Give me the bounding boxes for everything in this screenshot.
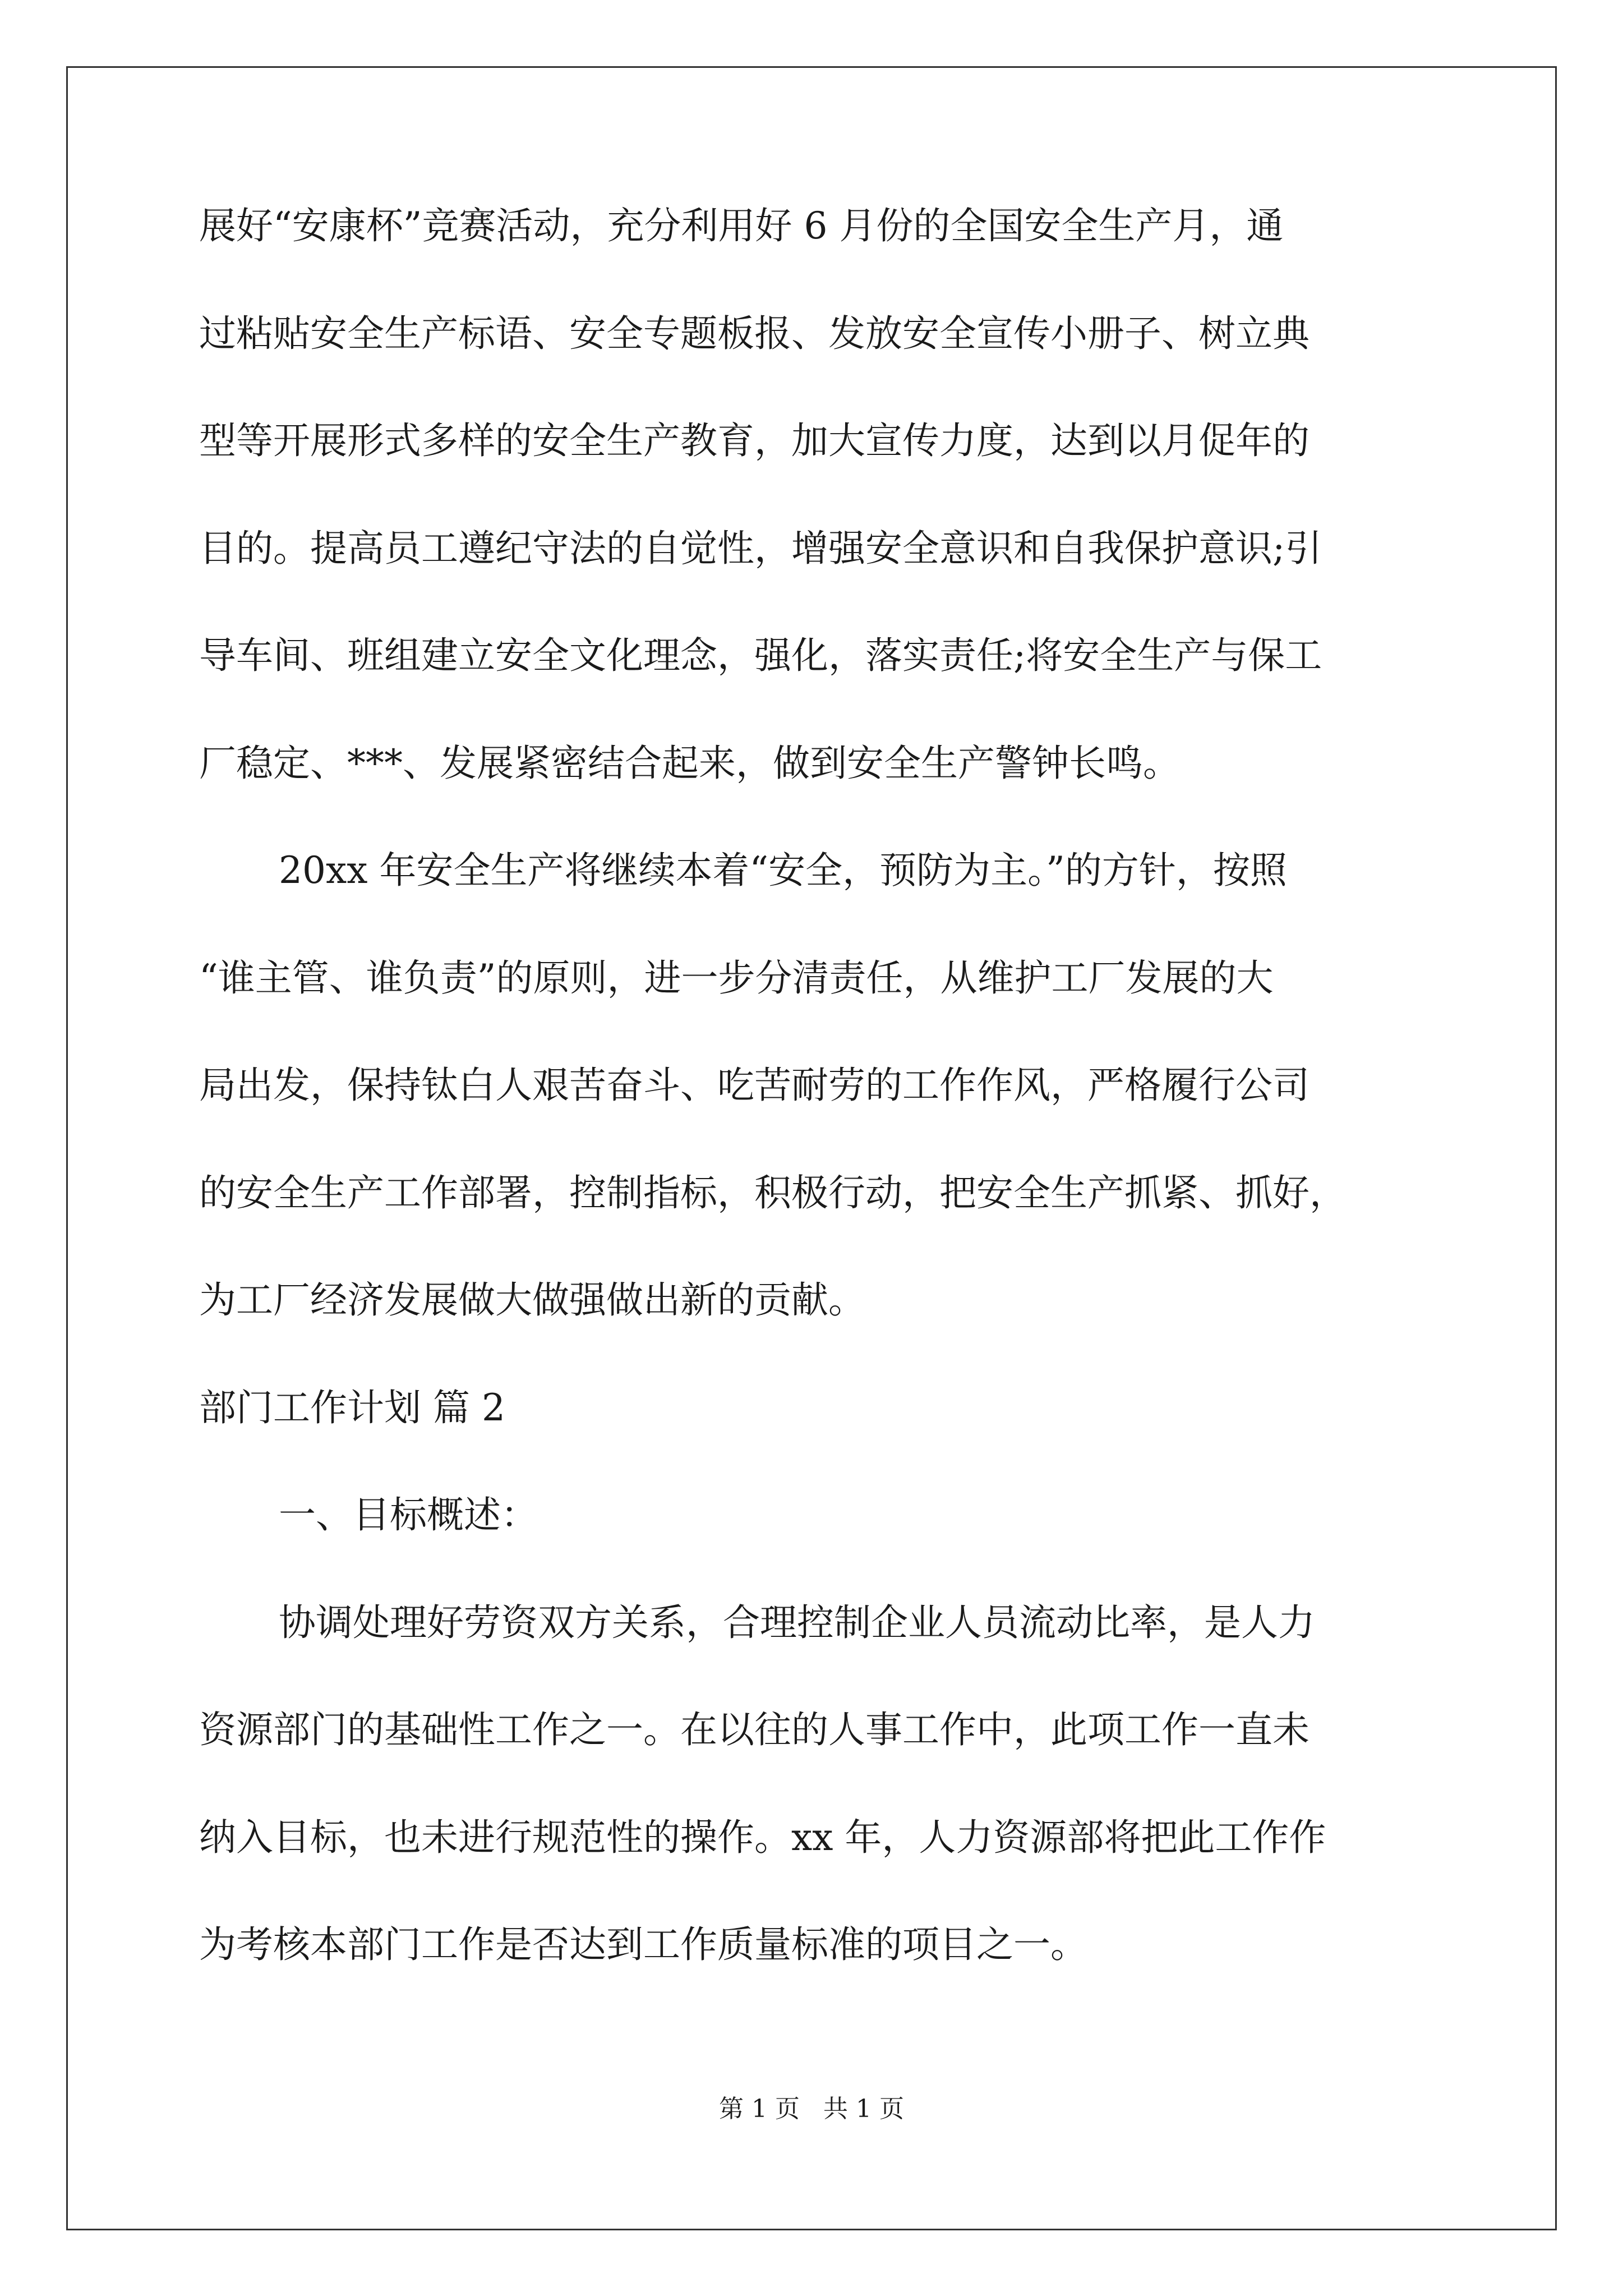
text-line: 资源部门的基础性工作之一。在以往的人事工作中，此项工作一直未	[199, 1708, 1310, 1751]
text-line: 为工厂经济发展做大做强做出新的贡献。	[199, 1278, 865, 1322]
text-line: 厂稳定、***、发展紧密结合起来，做到安全生产警钟长鸣。	[199, 741, 1180, 785]
section-heading: 部门工作计划 篇 2	[199, 1386, 505, 1429]
text-line: “谁主管、谁负责”的原则，进一步分清责任，从维护工厂发展的大	[199, 956, 1274, 1000]
text-line: 20xx 年安全生产将继续本着“安全，预防为主。”的方针，按照	[279, 849, 1287, 892]
text-line: 为考核本部门工作是否达到工作质量标准的项目之一。	[199, 1923, 1087, 1966]
document-body	[199, 204, 1433, 2034]
text-line: 过粘贴安全生产标语、安全专题板报、发放安全宣传小册子、树立典	[199, 311, 1310, 355]
text-line: 导车间、班组建立安全文化理念，强化，落实责任;将安全生产与保工	[199, 634, 1322, 677]
text-line: 的安全生产工作部署，控制指标，积极行动，把安全生产抓紧、抓好，	[199, 1171, 1347, 1214]
text-line: 协调处理好劳资双方关系，合理控制企业人员流动比率，是人力	[279, 1600, 1315, 1644]
page-number-footer: 第 1 页 共 1 页	[719, 2095, 904, 2123]
subsection-heading: 一、目标概述：	[279, 1493, 538, 1536]
text-line: 纳入目标，也未进行规范性的操作。xx 年，人力资源部将把此工作作	[199, 1815, 1326, 1859]
text-line: 目的。提高员工遵纪守法的自觉性，增强安全意识和自我保护意识;引	[199, 526, 1322, 570]
text-line: 型等开展形式多样的安全生产教育，加大宣传力度，达到以月促年的	[199, 419, 1310, 462]
text-line: 展好“安康杯”竞赛活动，充分利用好 6 月份的全国安全生产月，通	[199, 204, 1284, 247]
text-line: 局出发，保持钛白人艰苦奋斗、吃苦耐劳的工作作风，严格履行公司	[199, 1064, 1310, 1107]
